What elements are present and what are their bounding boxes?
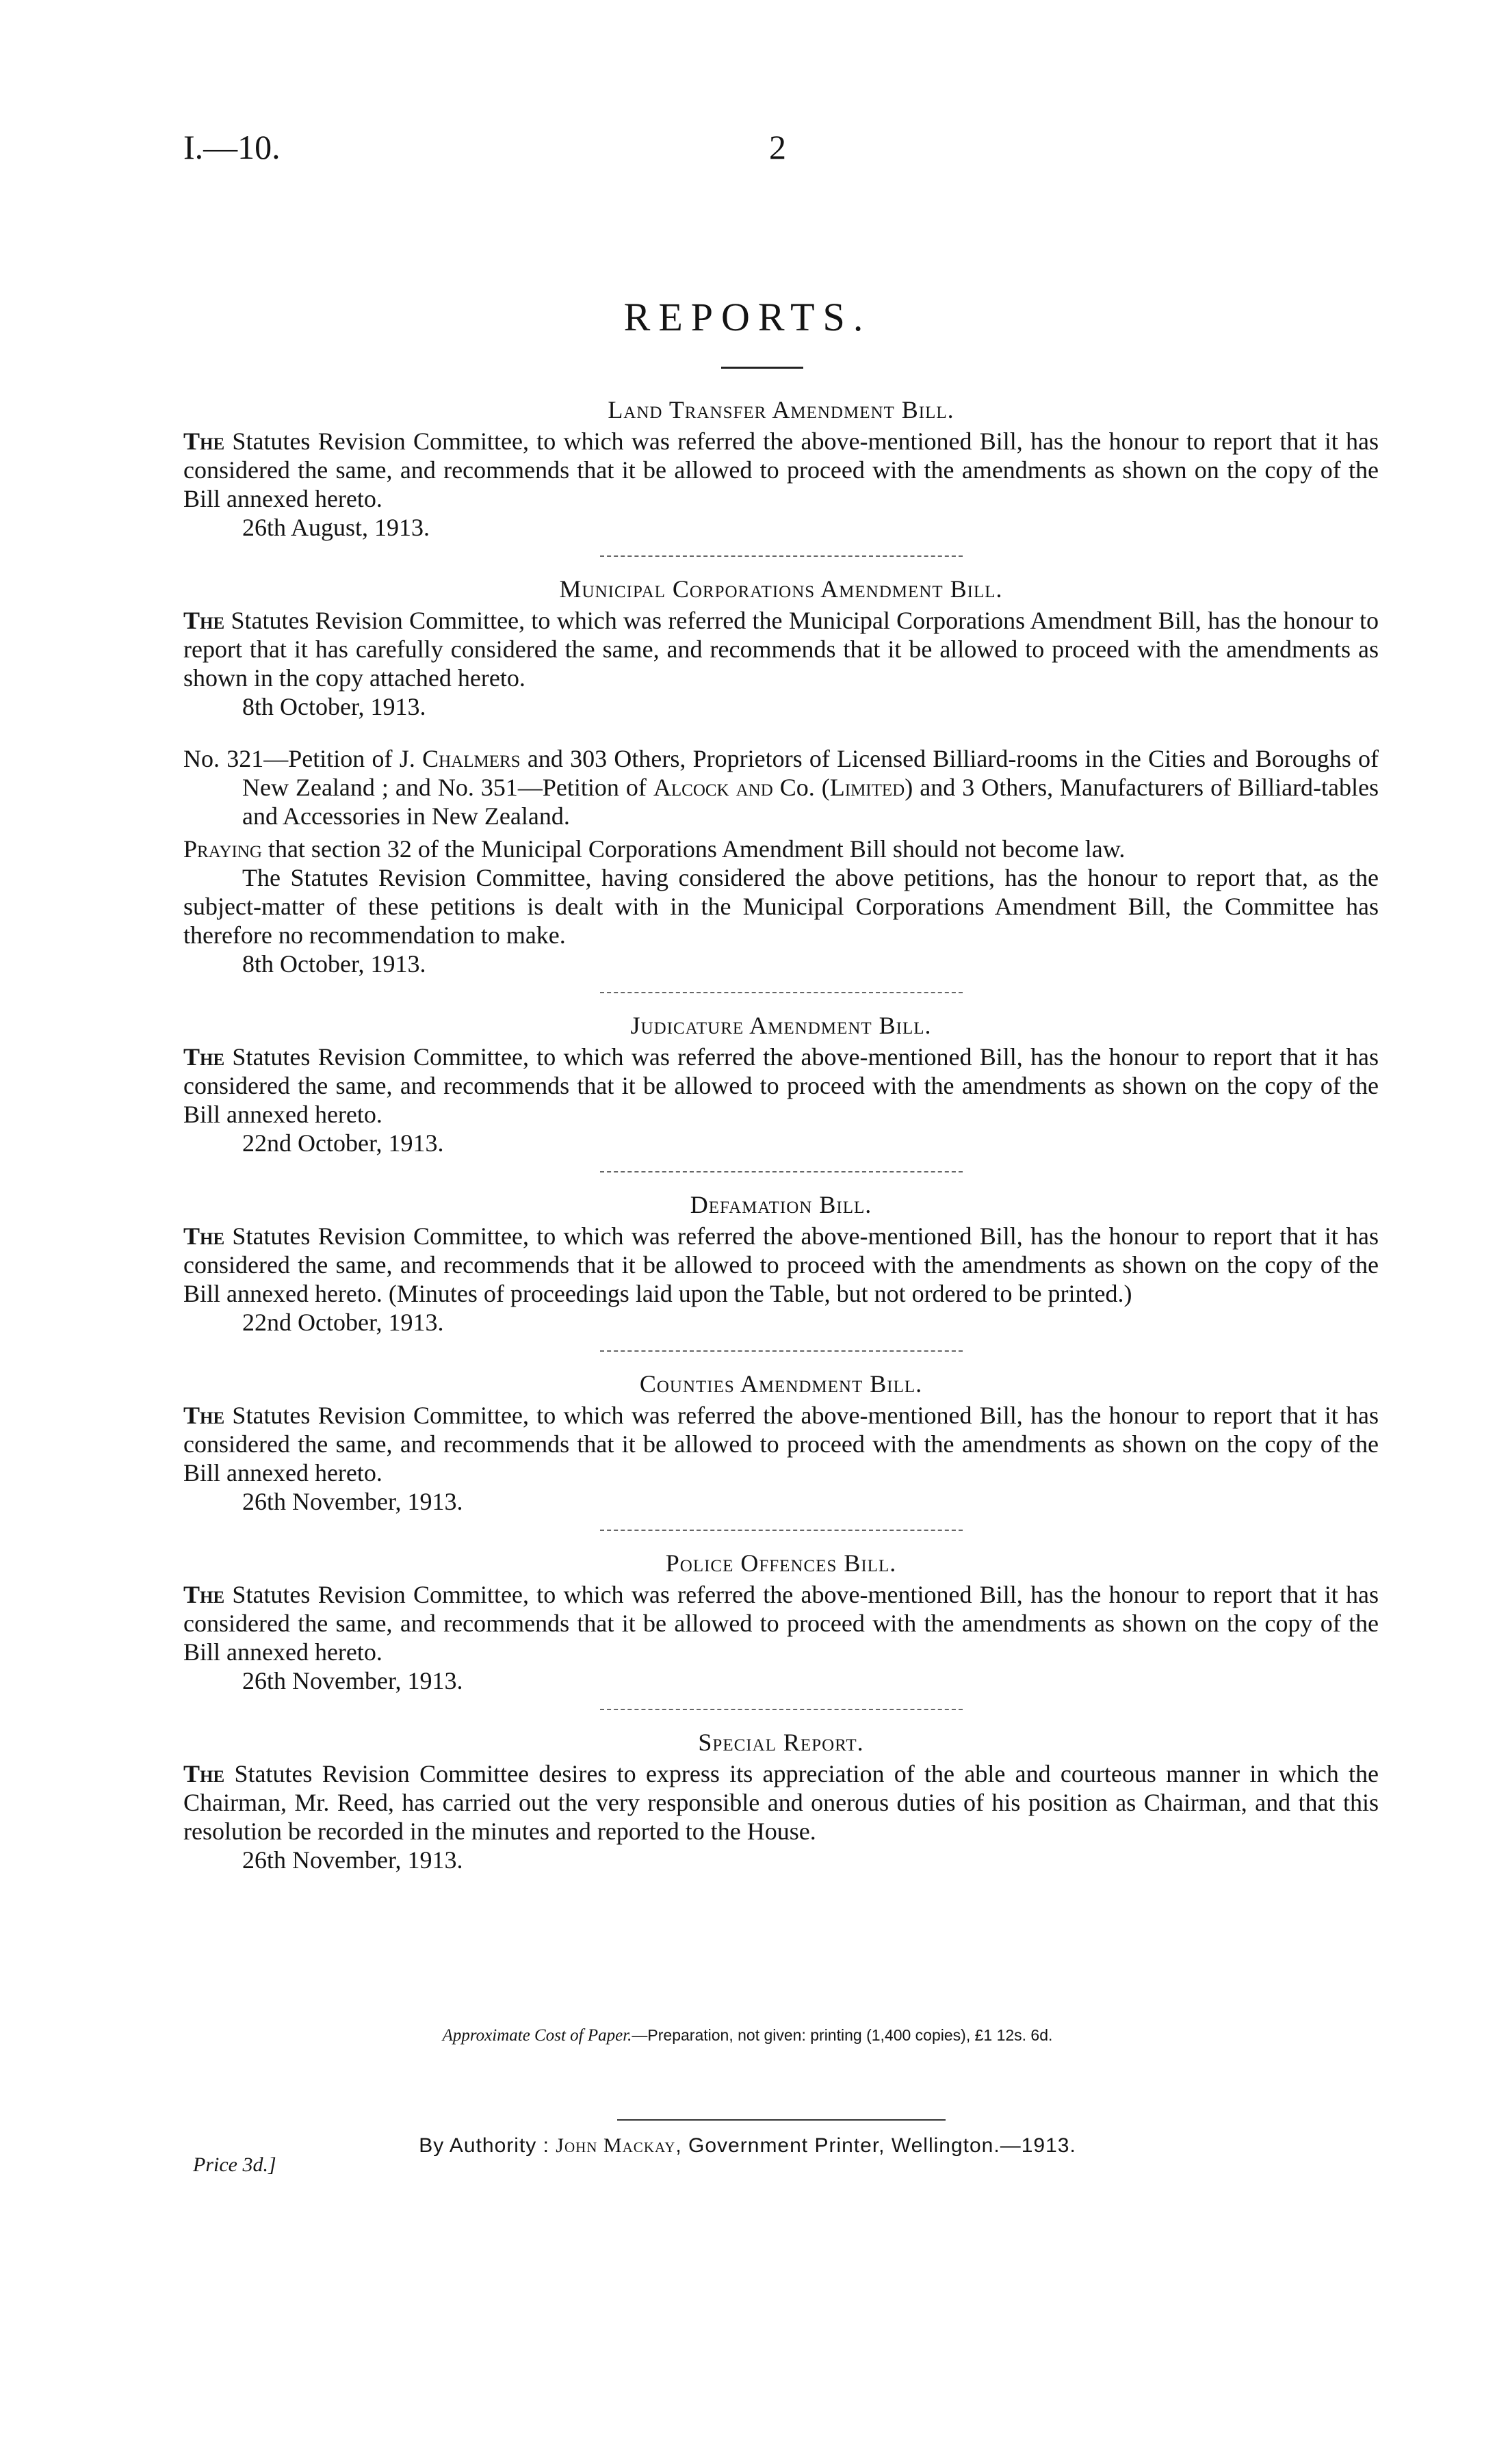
report-heading: Municipal Corporations Amendment Bill.: [559, 575, 1003, 603]
page-number: 2: [769, 128, 786, 166]
praying-text: that section 32 of the Municipal Corporations Amendment Bill should not become law.: [261, 835, 1126, 863]
section-divider: [600, 1171, 963, 1172]
section-divider: [600, 992, 963, 993]
report-heading: Land Transfer Amendment Bill.: [608, 396, 954, 423]
petition-report: [183, 744, 1379, 978]
petition-text: ) and 3 Others, Manufacturers of Billiard-tables and Accessories in New Zealand.: [242, 774, 1379, 830]
report-date: 26th November, 1913.: [242, 1488, 463, 1515]
authority-suffix: , Government Printer, Wellington.—1913.: [675, 2134, 1076, 2157]
authority-prefix: By Authority :: [419, 2134, 556, 2157]
report-date: 22nd October, 1913.: [242, 1309, 444, 1336]
report-municipal-corporations: [183, 575, 1379, 721]
report-lead: The: [183, 1402, 225, 1429]
report-heading: Judicature Amendment Bill.: [630, 1012, 932, 1039]
petition-praying: [183, 835, 1379, 863]
report-body: [183, 1043, 1379, 1129]
praying-lead: Praying: [183, 835, 262, 863]
report-text: Statutes Revision Committee, to which was referred the Municipal Corporations Amendment Bill, has the honour to report that it has carefully considered the same, and recommends that it be allowed to proceed with the amendments as shown in the copy attached hereto.: [183, 607, 1379, 692]
report-special: [183, 1728, 1379, 1874]
title-rule: [721, 367, 803, 369]
report-lead: The: [183, 428, 225, 455]
report-body: [183, 1580, 1379, 1666]
cost-text: —Preparation, not given: printing (1,400 copies), £1 12s. 6d.: [632, 2026, 1053, 2044]
petition-text: and 303 Others, Proprietors of Licensed Billiard-rooms in the Cities and Boroughs of New Zealand ; and No. 351—Petition of: [242, 745, 1379, 801]
petitioner-name: Limited: [829, 774, 905, 801]
cost-note: [0, 2026, 1495, 2045]
petition-body: The Statutes Revision Committee, having considered the above petitions, has the honour to report that, as the subject-matter of these petitions is dealt with in the Municipal Corporations Amendment Bill, the Committee has therefore no recommendation to make.: [183, 864, 1379, 949]
report-land-transfer: [183, 395, 1379, 542]
report-police-offences: [183, 1549, 1379, 1695]
report-date: 26th August, 1913.: [242, 514, 430, 541]
report-lead: The: [183, 1222, 225, 1250]
printer-name: John Mackay: [556, 2134, 676, 2157]
report-defamation: [183, 1190, 1379, 1337]
section-divider: [600, 1709, 963, 1710]
report-date: 8th October, 1913.: [242, 693, 426, 720]
reports-content: [183, 395, 1379, 1874]
footer-rule: [617, 2119, 946, 2121]
report-text: Statutes Revision Committee, to which was referred the above-mentioned Bill, has the honour to report that it has considered the same, and recommends that it be allowed to proceed with the amendments as shown on the copy of the Bill annexed hereto.: [183, 428, 1379, 512]
section-divider: [600, 1530, 963, 1531]
report-heading: Special Report.: [698, 1729, 864, 1756]
petitioner-name: Chalmers: [422, 745, 521, 772]
report-heading: Police Offences Bill.: [665, 1549, 897, 1577]
report-judicature: [183, 1011, 1379, 1157]
section-divider: [600, 555, 963, 557]
price-note: Price 3d.]: [193, 2153, 276, 2176]
report-heading: Defamation Bill.: [690, 1191, 872, 1218]
report-text: Statutes Revision Committee, to which was referred the above-mentioned Bill, has the honour to report that it has considered the same, and recommends that it be allowed to proceed with the amendments as shown on the copy of the Bill annexed hereto.: [183, 1402, 1379, 1486]
petitioner-name: Alcock and: [653, 774, 773, 801]
paper-reference: I.—10.: [183, 128, 281, 166]
report-counties: [183, 1369, 1379, 1516]
report-text: Statutes Revision Committee, to which was referred the above-mentioned Bill, has the honour to report that it has considered the same, and recommends that it be allowed to proceed with the amendments as shown on the copy of the Bill annexed hereto.: [183, 1043, 1379, 1128]
report-body: [183, 1759, 1379, 1846]
petition-date: 8th October, 1913.: [242, 950, 426, 978]
report-lead: The: [183, 607, 225, 634]
report-lead: The: [183, 1043, 225, 1071]
report-body: [183, 1401, 1379, 1487]
report-text: Statutes Revision Committee, to which was referred the above-mentioned Bill, has the honour to report that it has considered the same, and recommends that it be allowed to proceed with the amendments as shown on the copy of the Bill annexed hereto. (Minutes of proceedings laid upon the Table, but not ordered to be printed.): [183, 1222, 1379, 1307]
report-date: 26th November, 1913.: [242, 1667, 463, 1694]
report-body: [183, 427, 1379, 513]
report-lead: The: [183, 1760, 225, 1787]
petition-text: No. 321—Petition of J.: [183, 745, 423, 772]
report-text: Statutes Revision Committee desires to express its appreciation of the able and courteous manner in which the Chairman, Mr. Reed, has carried out the very responsible and onerous duties of his position as Chairman, and that this resolution be recorded in the minutes and reported to the House.: [183, 1760, 1379, 1845]
report-lead: The: [183, 1581, 225, 1608]
report-text: Statutes Revision Committee, to which was referred the above-mentioned Bill, has the honour to report that it has considered the same, and recommends that it be allowed to proceed with the amendments as shown on the copy of the Bill annexed hereto.: [183, 1581, 1379, 1666]
report-date: 26th November, 1913.: [242, 1846, 463, 1874]
report-body: [183, 1222, 1379, 1308]
section-divider: [600, 1350, 963, 1352]
report-body: [183, 606, 1379, 692]
page-title: REPORTS.: [623, 295, 872, 339]
cost-label: Approximate Cost of Paper.: [442, 2026, 632, 2045]
report-heading: Counties Amendment Bill.: [639, 1370, 923, 1398]
petition-title: [183, 744, 1379, 830]
petition-text: Co. (: [772, 774, 830, 801]
report-date: 22nd October, 1913.: [242, 1129, 444, 1157]
